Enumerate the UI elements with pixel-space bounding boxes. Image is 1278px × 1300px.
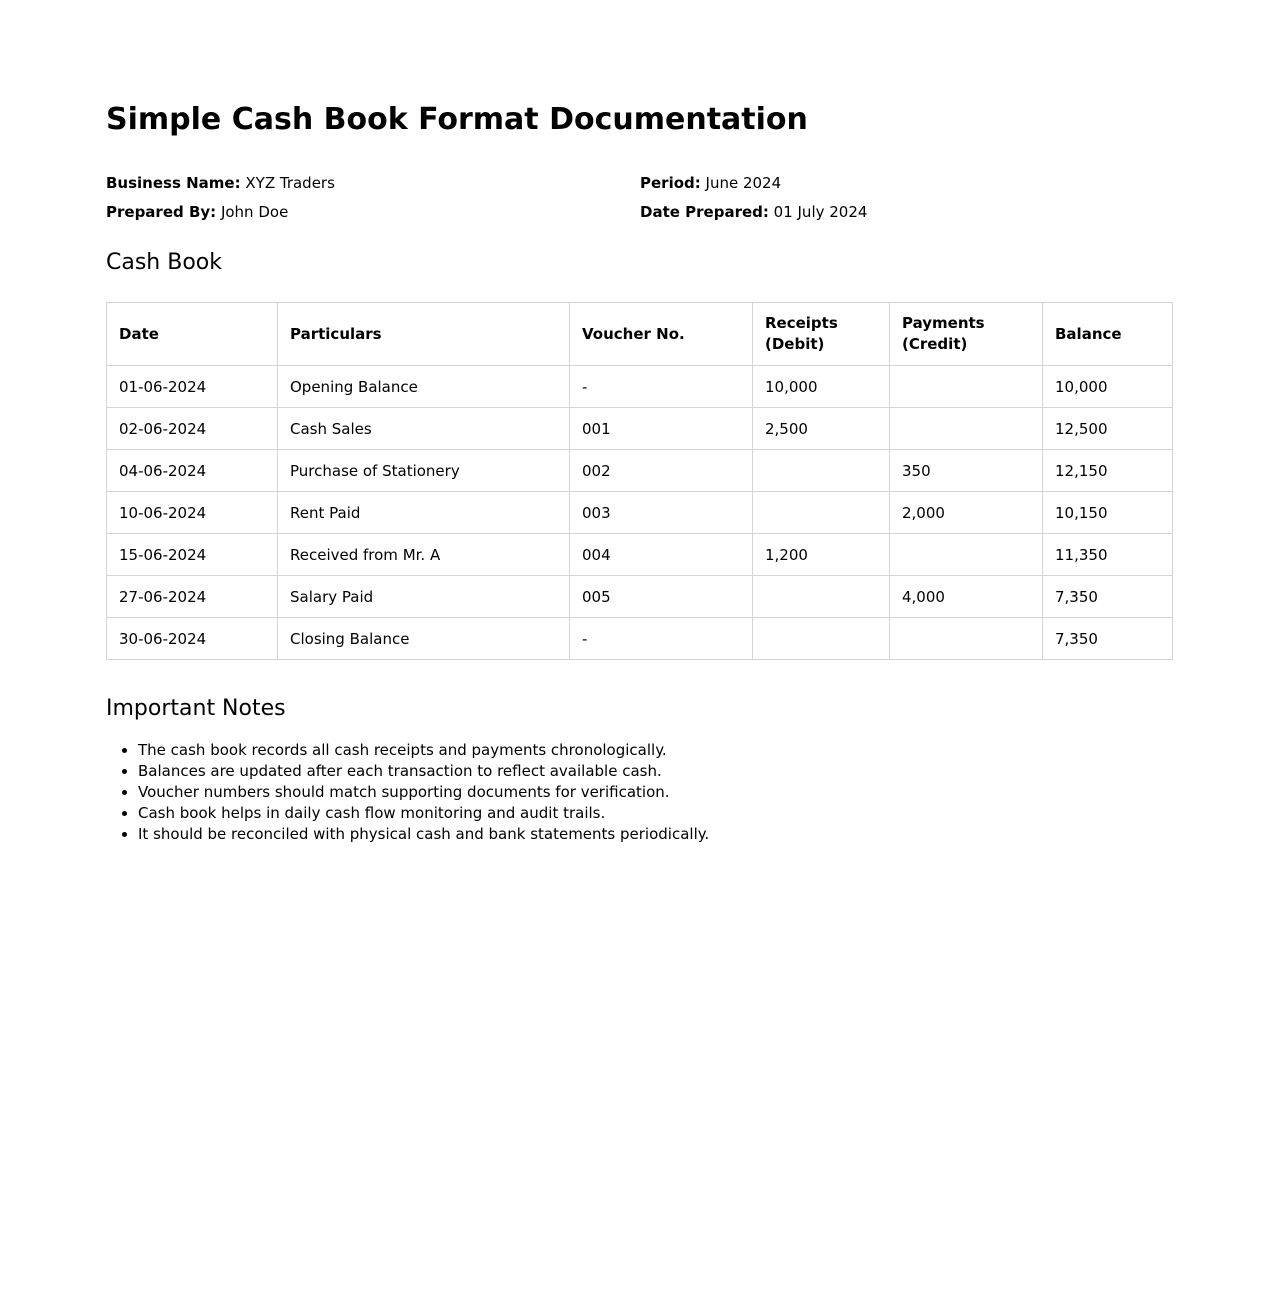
- column-header-receipts: Receipts (Debit): [753, 303, 890, 366]
- column-header-balance: Balance: [1043, 303, 1173, 366]
- important-notes-heading: [106, 695, 286, 723]
- cell-receipts: [753, 618, 890, 660]
- cell-payments: 4,000: [890, 576, 1043, 618]
- cell-particulars: Salary Paid: [278, 576, 570, 618]
- cell-receipts: 1,200: [753, 534, 890, 576]
- cell-particulars: Rent Paid: [278, 492, 570, 534]
- table-row: [107, 450, 1173, 492]
- prepared-by-value: John Doe: [220, 203, 289, 221]
- cell-particulars: Cash Sales: [278, 408, 570, 450]
- cash-book-heading-text: Cash Book: [106, 250, 222, 275]
- cell-voucher-no: -: [570, 618, 753, 660]
- cell-particulars: Received from Mr. A: [278, 534, 570, 576]
- cell-payments: 350: [890, 450, 1043, 492]
- cell-payments: [890, 408, 1043, 450]
- cell-balance: 12,500: [1043, 408, 1173, 450]
- cell-receipts: [753, 492, 890, 534]
- column-header-voucher-no: Voucher No.: [570, 303, 753, 366]
- prepared-by-label: Prepared By:: [106, 203, 217, 221]
- prepared-by-line: [106, 198, 335, 227]
- cash-book-heading: [106, 249, 222, 277]
- important-notes-heading-text: Important Notes: [106, 696, 286, 721]
- table-row: [107, 366, 1173, 408]
- cell-receipts: [753, 576, 890, 618]
- period-label: Period:: [640, 174, 701, 192]
- table-row: [107, 576, 1173, 618]
- business-name-label: Business Name:: [106, 174, 241, 192]
- table-row: [107, 618, 1173, 660]
- cell-date: 10-06-2024: [107, 492, 278, 534]
- cell-voucher-no: 001: [570, 408, 753, 450]
- cell-receipts: 2,500: [753, 408, 890, 450]
- cell-voucher-no: 002: [570, 450, 753, 492]
- cell-payments: 2,000: [890, 492, 1043, 534]
- column-header-payments: Payments (Credit): [890, 303, 1043, 366]
- cell-receipts: [753, 450, 890, 492]
- period-line: [640, 169, 867, 198]
- meta-left-column: [106, 169, 335, 227]
- column-header-particulars: Particulars: [278, 303, 570, 366]
- cell-payments: [890, 618, 1043, 660]
- business-name-line: [106, 169, 335, 198]
- period-value: June 2024: [705, 174, 782, 192]
- business-name-value: XYZ Traders: [245, 174, 335, 192]
- cell-voucher-no: 005: [570, 576, 753, 618]
- cell-date: 01-06-2024: [107, 366, 278, 408]
- cell-balance: 7,350: [1043, 618, 1173, 660]
- list-item: • It should be reconciled with physical cash and bank statements periodically.: [138, 824, 709, 845]
- cell-date: 15-06-2024: [107, 534, 278, 576]
- cell-date: 27-06-2024: [107, 576, 278, 618]
- table-row: [107, 534, 1173, 576]
- date-prepared-label: Date Prepared:: [640, 203, 769, 221]
- column-header-date: Date: [107, 303, 278, 366]
- cell-particulars: Opening Balance: [278, 366, 570, 408]
- notes-list: [106, 740, 709, 845]
- list-item: • The cash book records all cash receipts and payments chronologically.: [138, 740, 709, 761]
- cell-date: 02-06-2024: [107, 408, 278, 450]
- cell-particulars: Purchase of Stationery: [278, 450, 570, 492]
- table-row: [107, 408, 1173, 450]
- cash-book-table: [106, 302, 1173, 660]
- list-item: • Voucher numbers should match supporting documents for verification.: [138, 782, 709, 803]
- cell-receipts: 10,000: [753, 366, 890, 408]
- cell-balance: 11,350: [1043, 534, 1173, 576]
- cell-date: 04-06-2024: [107, 450, 278, 492]
- date-prepared-value: 01 July 2024: [773, 203, 868, 221]
- page-title: Simple Cash Book Format Documentation: [106, 102, 808, 137]
- cell-voucher-no: 003: [570, 492, 753, 534]
- cell-voucher-no: 004: [570, 534, 753, 576]
- cell-date: 30-06-2024: [107, 618, 278, 660]
- cell-payments: [890, 366, 1043, 408]
- date-prepared-line: [640, 198, 867, 227]
- cell-balance: 10,150: [1043, 492, 1173, 534]
- table-row: [107, 492, 1173, 534]
- table-header-row: [107, 303, 1173, 366]
- cell-balance: 7,350: [1043, 576, 1173, 618]
- cell-payments: [890, 534, 1043, 576]
- meta-right-column: [640, 169, 867, 227]
- cell-voucher-no: -: [570, 366, 753, 408]
- cell-balance: 12,150: [1043, 450, 1173, 492]
- list-item: • Cash book helps in daily cash flow monitoring and audit trails.: [138, 803, 709, 824]
- list-item: • Balances are updated after each transaction to reflect available cash.: [138, 761, 709, 782]
- cell-balance: 10,000: [1043, 366, 1173, 408]
- cell-particulars: Closing Balance: [278, 618, 570, 660]
